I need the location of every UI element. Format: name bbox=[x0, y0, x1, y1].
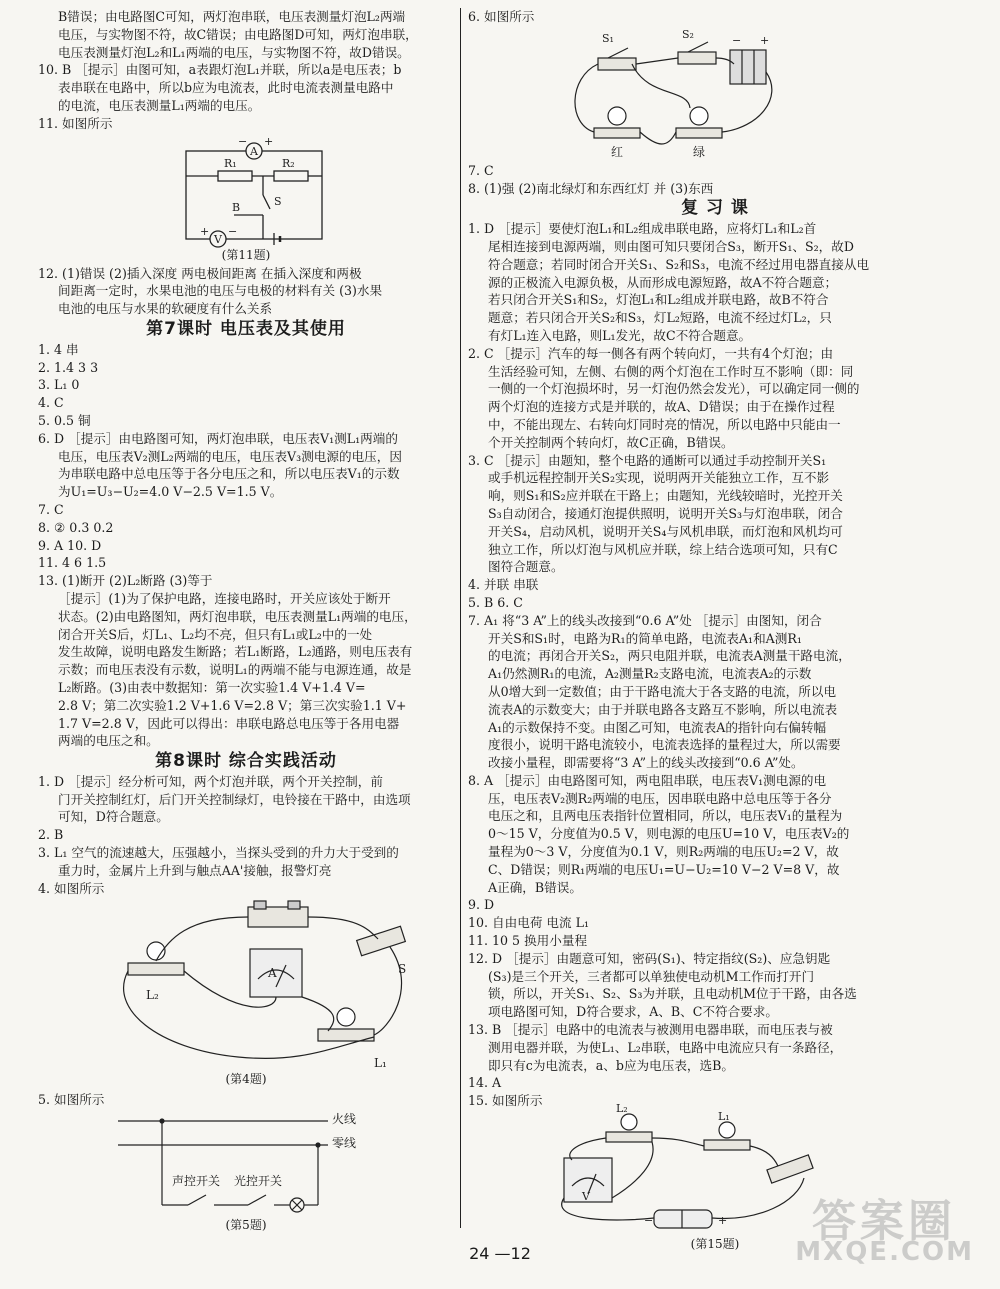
answer-12: 12. (1)错误 (2)插入深度 两电极间距离 在插入深度和两极 bbox=[38, 265, 362, 281]
answer-line: 图符合题意。 bbox=[488, 559, 564, 575]
figure-4-caption: (第4题) bbox=[225, 1072, 267, 1087]
answer-10: 10. B ［提示］由图可知，a表跟灯泡L₁并联，所以a是电压表；b bbox=[38, 62, 402, 78]
watermark-title: 答案圈 bbox=[812, 1196, 956, 1247]
svg-text:+: + bbox=[264, 134, 274, 148]
answer-line: 尾相连接到电源两端，则由图可知只要闭合S₃，断开S₁、S₂，故D bbox=[488, 238, 854, 254]
answer-line: 3. L₁ 空气的流速越大，压强越小，当探头受到的升力大于受到的 bbox=[38, 845, 399, 861]
answer-line: 2. C ［提示］汽车的每一侧各有两个转向灯，一共有4个灯泡；由 bbox=[468, 345, 834, 361]
figure-4 bbox=[38, 899, 454, 1089]
answer-line: 两个灯泡的连接方式是并联的，故A、D错误；由于在操作过程 bbox=[488, 399, 835, 415]
answer-line: 量程为0～3 V，分度值为0.1 V，则R₂两端的电压U₂=2 V，故 bbox=[488, 844, 839, 860]
answer-line: 示数；而电压表没有示数，说明L₁的两端不能与电源连通，故是 bbox=[58, 662, 412, 678]
light-switch-label: 光控开关 bbox=[234, 1174, 283, 1189]
answer-line: A正确，B错误。 bbox=[488, 879, 582, 895]
answer-line: 11. 10 5 换用小量程 bbox=[468, 933, 588, 949]
svg-text:−: − bbox=[644, 1214, 654, 1228]
circuit-diagram-11 bbox=[38, 135, 454, 247]
answer-line: L₂断路。(3)由表中数据知：第一次实验1.4 V+1.4 V= bbox=[58, 679, 366, 695]
answer-line: 6. D ［提示］由电路图可知，两灯泡串联，电压表V₁测L₁两端的 bbox=[38, 430, 398, 446]
answer-line: 响，则S₁和S₂应并联在干路上；由题知，光线较暗时，光控开关 bbox=[488, 488, 843, 504]
answer-line: 为串联电路中总电压等于各分电压之和，所以电压表V₁的示数 bbox=[58, 466, 400, 482]
svg-text:S₁: S₁ bbox=[602, 31, 614, 45]
answer-line: 度很小，说明干路电流较小，电流表选择的量程过大，所以需要 bbox=[488, 737, 841, 753]
answer-line: 闭合开关S后，灯L₁、L₂均不亮，但只有L₁或L₂中的一处 bbox=[58, 626, 373, 642]
answer-line: 表串联在电路中，所以b应为电流表，此时电流表测量电路中 bbox=[58, 80, 394, 96]
figure-11-caption: (第11题) bbox=[221, 247, 271, 262]
answer-line: 2. 1.4 3 3 bbox=[38, 359, 99, 375]
svg-text:A: A bbox=[268, 966, 277, 981]
answer-line: 9. A 10. D bbox=[38, 537, 102, 553]
answer-line: 7. C bbox=[38, 501, 64, 517]
answer-line: 4. 并联 串联 bbox=[468, 577, 539, 593]
answer-line: 2. B bbox=[38, 827, 64, 843]
circuit-drawing-4 bbox=[38, 899, 454, 1071]
answer-line: 1.7 V=2.8 V，因此可以得出：串联电路总电压等于各用电器 bbox=[58, 715, 400, 731]
green-lamp-label: 绿 bbox=[693, 144, 706, 159]
answer-line: 9. D bbox=[468, 897, 495, 913]
answer-line: (S₃)是三个开关，三者都可以单独使电动机M工作而打开门 bbox=[488, 968, 815, 984]
svg-text:+: + bbox=[718, 1214, 728, 1228]
answer-line: 中，不能出现左、右转向灯同时亮的情况，所以电路中只能由一 bbox=[488, 416, 841, 432]
answer-line: 源的正极流入电源负极，从而形成电源短路，故A不符合题意； bbox=[488, 274, 838, 290]
answer-line: 有灯L₁连入电路，则L₁发光，故C不符合题意。 bbox=[488, 327, 752, 343]
answer-line: 改接小量程，即需要将“3 A”上的线头改接到“0.6 A”处。 bbox=[488, 755, 804, 771]
answer-line: 发生故障，说明电路发生断路；若L₁断路，L₂通路，则电压表有 bbox=[58, 644, 413, 660]
answer-line: 12. D ［提示］由题意可知，密码(S₁)、特定指纹(S₂)、应急钥匙 bbox=[468, 950, 831, 966]
figure-15-caption: (第15题) bbox=[690, 1237, 740, 1252]
svg-text:A: A bbox=[250, 144, 258, 158]
watermark-logo bbox=[794, 1185, 984, 1275]
answer-line: 若只闭合开关S₁和S₂，灯泡L₁和L₂组成并联电路，故B不符合 bbox=[488, 292, 829, 308]
circuit-diagram-5 bbox=[38, 1111, 454, 1217]
answer-line: 2.8 V；第二次实验1.2 V+1.6 V=2.8 V；第三次实验1.1 V+ bbox=[58, 697, 407, 713]
answer-line: S₃自动闭合，接通灯泡提供照明，说明开关S₃与灯泡串联，闭合 bbox=[488, 505, 843, 521]
answer-line: 两端的电压之和。 bbox=[58, 733, 159, 749]
answer-line: 8. (1)强 (2)南北绿灯和东西红灯 并 (3)东西 bbox=[468, 180, 714, 196]
svg-text:S: S bbox=[398, 962, 407, 977]
answer-line: 5. 0.5 铜 bbox=[38, 412, 91, 428]
answer-line: 0～15 V，分度值为0.5 V，则电源的电压U=10 V，电压表V₂的 bbox=[488, 826, 850, 842]
sound-switch-label: 声控开关 bbox=[172, 1174, 221, 1189]
answer-line: 电压，与实物图不符，故C错误；由电路图D可知，两灯泡串联， bbox=[58, 26, 418, 42]
svg-text:L₁: L₁ bbox=[718, 1110, 730, 1124]
answer-line: 或手机远程控制开关S₂实现，说明两开关能独立工作，互不影 bbox=[488, 470, 830, 486]
answer-line: 门开关控制红灯，后门开关控制绿灯，电铃接在干路中，由选项 bbox=[58, 791, 411, 807]
figure-5 bbox=[38, 1111, 454, 1235]
svg-text:−: − bbox=[238, 134, 248, 148]
answer-line: A₁的示数保持不变。由图乙可知，电流表A的指针向右偏转幅 bbox=[488, 719, 827, 735]
svg-text:L₂: L₂ bbox=[146, 988, 159, 1003]
fire-line-label: 火线 bbox=[332, 1112, 357, 1127]
svg-text:−: − bbox=[732, 33, 742, 47]
answer-line: 符合题意；若同时闭合开关S₁、S₂和S₃，电流不经过用电器直接从电 bbox=[488, 256, 870, 272]
answer-line: 7. C bbox=[468, 162, 494, 178]
figure-6 bbox=[468, 28, 962, 160]
column-divider bbox=[460, 8, 461, 1228]
answer-line: ［提示］(1)为了保护电路，连接电路时，开关应该处于断开 bbox=[58, 590, 391, 606]
answer-line: 1. D ［提示］经分析可知，两个灯泡并联，两个开关控制，前 bbox=[38, 773, 383, 789]
answer-line: 11. 4 6 1.5 bbox=[38, 555, 107, 571]
svg-text:+: + bbox=[200, 224, 210, 238]
answer-line: 状态。(2)由电路图知，两灯泡串联，电压表测量L₁两端的电压， bbox=[58, 608, 417, 624]
figure-5-caption: (第5题) bbox=[225, 1218, 267, 1233]
answer-line: 3. C ［提示］由题知，整个电路的通断可以通过手动控制开关S₁ bbox=[468, 452, 827, 468]
answer-11: 11. 如图所示 bbox=[38, 115, 113, 131]
section-heading-lesson-8: 第8课时 综合实践活动 bbox=[155, 751, 337, 772]
answer-line: 8. ② 0.3 0.2 bbox=[38, 519, 114, 535]
answer-line: 电池的电压与水果的软硬度有什么关系 bbox=[58, 301, 273, 317]
answer-line: 锁，所以，开关S₁、S₂、S₃为并联，且电动机M位于干路，由各选 bbox=[488, 986, 857, 1002]
answer-line: 从0增大到一定数值；由于干路电流大于各支路的电流，所以电 bbox=[488, 683, 837, 699]
circuit-drawing-6 bbox=[468, 28, 962, 160]
section-heading-review: 复 习 课 bbox=[681, 198, 749, 219]
svg-text:V: V bbox=[214, 232, 222, 246]
answer-line: 13. B ［提示］电路中的电流表与被测用电器串联，而电压表与被 bbox=[468, 1022, 833, 1038]
answer-line: 即只有c为电流表，a、b应为电压表，选B。 bbox=[488, 1057, 734, 1073]
answer-line: 电压表测量灯泡L₂和L₁两端的电压，与实物图不符，故D错误。 bbox=[58, 44, 410, 60]
answer-line: 10. 自由电荷 电流 L₁ bbox=[468, 915, 590, 931]
answer-line: 1. 4 串 bbox=[38, 341, 79, 357]
answer-line: 题意；若只闭合开关S₂和S₃，灯L₂短路，电流不经过灯L₂，只 bbox=[488, 310, 832, 326]
answer-line: 1. D ［提示］要使灯泡L₁和L₂组成串联电路，应将灯L₁和L₂首 bbox=[468, 221, 817, 237]
answer-line: 测用电器并联，为使L₁、L₂串联，电路中电流应只有一条路径， bbox=[488, 1039, 843, 1055]
figure-11 bbox=[38, 135, 454, 263]
watermark-url: MXQE.COM bbox=[795, 1237, 974, 1267]
answer-6: 6. 如图所示 bbox=[468, 9, 535, 24]
svg-text:+: + bbox=[760, 33, 770, 47]
svg-text:L₁: L₁ bbox=[374, 1056, 387, 1071]
answer-line: 5. 如图所示 bbox=[38, 1092, 105, 1108]
svg-text:V: V bbox=[582, 1190, 590, 1204]
answer-line: 个开关控制两个转向灯，故C正确，B错误。 bbox=[488, 434, 734, 450]
answer-line: C、D错误；则R₁两端的电压U₁=U−U₂=10 V−2 V=8 V，故 bbox=[488, 861, 840, 877]
answer-line: 压，电压表V₂测R₂两端的电压，因串联电路中总电压等于各分 bbox=[488, 790, 832, 806]
answer-line: 的电流；再闭合开关S₂，两只电阻并联，电流表A测量干路电流， bbox=[488, 648, 851, 664]
svg-text:−: − bbox=[228, 224, 238, 238]
section-heading-lesson-7: 第7课时 电压表及其使用 bbox=[146, 318, 346, 339]
answer-line: 15. 如图所示 bbox=[468, 1093, 543, 1109]
answer-line: 4. C bbox=[38, 395, 64, 411]
right-column bbox=[468, 8, 962, 1254]
answer-line: 4. 如图所示 bbox=[38, 880, 105, 896]
answer-line: 可知，D符合题意。 bbox=[58, 809, 169, 825]
answer-line: 项电路图可知，D符合要求，A、B、C不符合要求。 bbox=[488, 1004, 778, 1020]
answer-line: 7. A₁ 将“3 A”上的线头改接到“0.6 A”处 ［提示］由图知，闭合 bbox=[468, 612, 822, 628]
answer-line: 8. A ［提示］由电路图可知，两电阻串联，电压表V₁测电源的电 bbox=[468, 772, 827, 788]
red-lamp-label: 红 bbox=[611, 144, 624, 159]
answer-line: 为U₁=U₃−U₂=4.0 V−2.5 V=1.5 V。 bbox=[58, 484, 283, 500]
svg-text:S₂: S₂ bbox=[682, 27, 694, 41]
answer-line: 14. A bbox=[468, 1075, 502, 1091]
svg-text:B: B bbox=[232, 200, 241, 214]
svg-text:L₂: L₂ bbox=[616, 1102, 628, 1116]
answer-line: 的电流，电压表测量L₁两端的电压。 bbox=[58, 97, 261, 113]
answer-line: 电压，电压表V₂测L₂两端的电压，电压表V₃测电源的电压，因 bbox=[58, 448, 402, 464]
answer-line: B错误；由电路图C可知，两灯泡串联，电压表测量灯泡L₂两端 bbox=[58, 9, 406, 24]
answer-line: 13. (1)断开 (2)L₂断路 (3)等于 bbox=[38, 573, 213, 589]
left-column bbox=[38, 8, 454, 1237]
svg-text:R₁: R₁ bbox=[224, 156, 237, 170]
svg-text:R₂: R₂ bbox=[282, 156, 295, 170]
answer-line: 生活经验可知，左侧、右侧的两个灯泡在工作时互不影响（即：同 bbox=[488, 363, 854, 379]
answer-line: 开关S和S₁时，电路为R₁的简单电路，电流表A₁和A测R₁ bbox=[488, 630, 802, 646]
neutral-line-label: 零线 bbox=[332, 1136, 357, 1151]
answer-line: 电压之和，且两电压表指针位置相同，所以，电压表V₁的量程为 bbox=[488, 808, 843, 824]
answer-line: 一侧的一个灯泡损坏时，另一灯泡仍然会发光），可以确定同一侧的 bbox=[488, 381, 860, 397]
answer-line: 开关S₄，启动风机，说明开关S₄与风机串联，而灯泡和风机均可 bbox=[488, 523, 843, 539]
answer-line: 独立工作，所以灯泡与风机应并联，综上结合选项可知，只有C bbox=[488, 541, 838, 557]
answer-line: 流表A的示数变大；由于并联电路各支路互不影响，所以电流表 bbox=[488, 701, 838, 717]
answer-line: 5. B 6. C bbox=[468, 594, 523, 610]
page-number: 24 —12 bbox=[469, 1244, 531, 1263]
svg-text:S: S bbox=[274, 194, 282, 208]
answer-line: 3. L₁ 0 bbox=[38, 377, 80, 393]
answer-line: 间距离一定时，水果电池的电压与电极的材料有关 (3)水果 bbox=[58, 283, 383, 299]
answer-line: A₁仍然测R₁的电流，A₂测量R₂支路电流，电流表A₂的示数 bbox=[488, 666, 812, 682]
answer-line: 重力时，金属片上升到与触点AA'接触，报警灯亮 bbox=[58, 862, 332, 878]
